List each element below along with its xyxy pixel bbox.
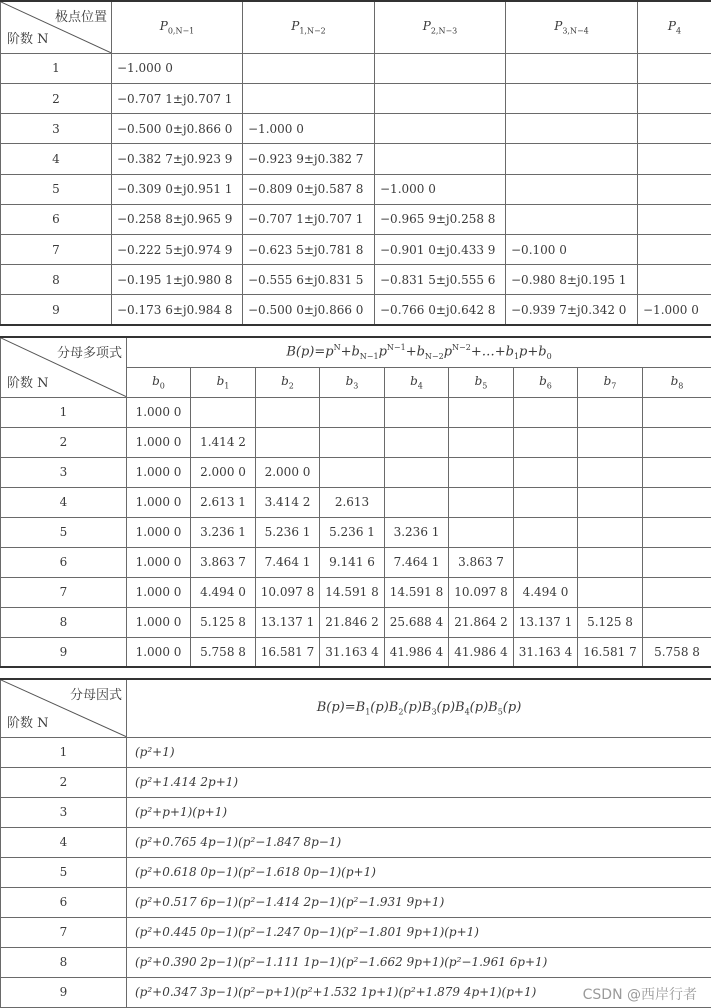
coefficient-header: $b_3$ (320, 367, 385, 397)
coefficient-header: $b_0$ (127, 367, 191, 397)
coefficient-cell: 10.097 8 (256, 577, 320, 607)
pole-cell (638, 204, 711, 234)
table1-corner-header (1, 1, 112, 53)
table-row (1, 397, 711, 427)
pole-cell: −0.923 9±j0.382 7 (243, 144, 375, 174)
coefficient-cell (449, 427, 514, 457)
table-row (1, 827, 711, 857)
coefficient-cell (449, 457, 514, 487)
table-row (1, 144, 711, 174)
coefficient-cell (320, 427, 385, 457)
coefficient-cell: 13.137 1 (256, 607, 320, 637)
table3-corner-top: 分母因式 (69, 688, 122, 703)
table-row (1, 547, 711, 577)
order-cell: 4 (1, 827, 127, 857)
pole-cell: −0.707 1±j0.707 1 (243, 204, 375, 234)
table1-header-p3: $P_{3,N-4}$ (506, 1, 638, 53)
coefficient-cell (449, 517, 514, 547)
order-cell: 4 (1, 144, 112, 174)
order-cell: 8 (1, 265, 112, 295)
table2-formula: $B(p)=p^N+b_{N-1}p^{N-1}+b_{N-2}p^{N-2}+\dots+b_1p+b_0$ (127, 337, 711, 367)
coefficient-cell (514, 517, 578, 547)
coefficient-cell (643, 427, 711, 457)
coefficient-cell: 1.000 0 (127, 547, 191, 577)
pole-cell (506, 114, 638, 144)
order-cell: 3 (1, 114, 112, 144)
table-row (1, 947, 711, 977)
order-cell: 6 (1, 887, 127, 917)
coefficient-cell: 1.414 2 (191, 427, 256, 457)
pole-cell: −1.000 0 (638, 295, 711, 325)
table1-header-p4: $P_4$ (638, 1, 711, 53)
table-row (1, 577, 711, 607)
coefficient-cell (643, 517, 711, 547)
coefficient-cell (643, 397, 711, 427)
table-row (1, 84, 711, 114)
factor-expression-cell: (p²+0.445 0p−1)(p²−1.247 0p−1)(p²−1.801 9p+1)(p+1) (127, 917, 711, 947)
coefficient-cell: 2.000 0 (256, 457, 320, 487)
table-row (1, 737, 711, 767)
coefficient-header: $b_2$ (256, 367, 320, 397)
coefficient-cell (643, 547, 711, 577)
factor-expression-cell: (p²+1) (127, 737, 711, 767)
pole-cell: −1.000 0 (375, 174, 506, 204)
table-row (1, 857, 711, 887)
table2-corner-bottom: 阶数 N (7, 375, 49, 391)
coefficient-cell (385, 457, 449, 487)
order-cell: 2 (1, 427, 127, 457)
factor-expression-cell: (p²+0.517 6p−1)(p²−1.414 2p−1)(p²−1.931 9p+1) (127, 887, 711, 917)
order-cell: 8 (1, 607, 127, 637)
table-row (1, 265, 711, 295)
table-row (1, 607, 711, 637)
coefficient-cell: 1.000 0 (127, 487, 191, 517)
factor-expression-cell: (p²+1.414 2p+1) (127, 767, 711, 797)
coefficient-cell (256, 427, 320, 457)
coefficient-header: $b_7$ (578, 367, 643, 397)
coefficient-cell: 31.163 4 (320, 637, 385, 667)
pole-cell: −0.965 9±j0.258 8 (375, 204, 506, 234)
table-row (1, 487, 711, 517)
coefficient-cell: 14.591 8 (320, 577, 385, 607)
coefficient-cell: 5.236 1 (320, 517, 385, 547)
coefficient-cell (385, 397, 449, 427)
table1-header-p1: $P_{1,N-2}$ (243, 1, 375, 53)
pole-cell: −0.195 1±j0.980 8 (112, 265, 243, 295)
pole-cell: −1.000 0 (243, 114, 375, 144)
coefficient-cell (514, 547, 578, 577)
pole-cell: −0.100 0 (506, 234, 638, 264)
table-row (1, 295, 711, 325)
coefficient-cell: 7.464 1 (385, 547, 449, 577)
coefficient-cell: 5.125 8 (191, 607, 256, 637)
pole-cell: −0.258 8±j0.965 9 (112, 204, 243, 234)
coefficient-cell (643, 577, 711, 607)
coefficient-cell: 4.494 0 (191, 577, 256, 607)
pole-cell (243, 84, 375, 114)
order-cell: 2 (1, 84, 112, 114)
coefficient-cell (578, 427, 643, 457)
coefficient-cell: 5.236 1 (256, 517, 320, 547)
order-cell: 3 (1, 457, 127, 487)
factor-expression-cell: (p²+0.765 4p−1)(p²−1.847 8p−1) (127, 827, 711, 857)
order-cell: 2 (1, 767, 127, 797)
pole-cell (638, 114, 711, 144)
coefficient-cell: 41.986 4 (385, 637, 449, 667)
coefficient-cell: 3.863 7 (191, 547, 256, 577)
coefficient-cell (578, 517, 643, 547)
pole-cell: −0.382 7±j0.923 9 (112, 144, 243, 174)
order-cell: 6 (1, 547, 127, 577)
table3-corner-bottom: 阶数 N (7, 715, 49, 731)
order-cell: 7 (1, 577, 127, 607)
coefficient-cell (320, 457, 385, 487)
table-row (1, 204, 711, 234)
coefficient-cell (514, 457, 578, 487)
factor-expression-cell: (p²+p+1)(p+1) (127, 797, 711, 827)
table1-corner-bottom: 阶数 N (7, 31, 49, 47)
pole-cell (638, 84, 711, 114)
table1-corner-top: 极点位置 (54, 10, 107, 25)
table-row (1, 53, 711, 83)
coefficient-cell: 21.846 2 (320, 607, 385, 637)
coefficient-cell (191, 397, 256, 427)
pole-cell: −0.222 5±j0.974 9 (112, 234, 243, 264)
coefficient-header: $b_5$ (449, 367, 514, 397)
pole-cell: −0.901 0±j0.433 9 (375, 234, 506, 264)
coefficient-cell: 10.097 8 (449, 577, 514, 607)
table-row (1, 517, 711, 547)
coefficient-cell: 2.613 (320, 487, 385, 517)
coefficient-cell (449, 397, 514, 427)
coefficient-cell: 1.000 0 (127, 577, 191, 607)
coefficient-cell: 5.125 8 (578, 607, 643, 637)
order-cell: 9 (1, 295, 112, 325)
factor-expression-cell: (p²+0.618 0p−1)(p²−1.618 0p−1)(p+1) (127, 857, 711, 887)
pole-cell (375, 84, 506, 114)
coefficient-cell: 5.758 8 (643, 637, 711, 667)
pole-cell (638, 174, 711, 204)
order-cell: 1 (1, 397, 127, 427)
pole-cell: −0.623 5±j0.781 8 (243, 234, 375, 264)
factor-expression-cell: (p²+0.390 2p−1)(p²−1.111 1p−1)(p²−1.662 9p+1)(p²−1.961 6p+1) (127, 947, 711, 977)
coefficient-cell: 3.236 1 (191, 517, 256, 547)
coefficient-cell: 1.000 0 (127, 427, 191, 457)
pole-cell (506, 204, 638, 234)
coefficient-cell: 5.758 8 (191, 637, 256, 667)
coefficient-cell: 41.986 4 (449, 637, 514, 667)
pole-cell (638, 265, 711, 295)
pole-cell (506, 144, 638, 174)
pole-cell: −0.766 0±j0.642 8 (375, 295, 506, 325)
coefficient-cell: 21.864 2 (449, 607, 514, 637)
watermark: CSDN @西岸行者 (582, 987, 697, 1003)
order-cell: 5 (1, 174, 112, 204)
coefficient-cell: 3.863 7 (449, 547, 514, 577)
order-cell: 8 (1, 947, 127, 977)
pole-cell: −0.707 1±j0.707 1 (112, 84, 243, 114)
coefficient-cell: 2.000 0 (191, 457, 256, 487)
coefficient-header: $b_4$ (385, 367, 449, 397)
pole-cell (638, 53, 711, 83)
coefficient-cell: 7.464 1 (256, 547, 320, 577)
factor-expression-cell: (p²+0.347 3p−1)(p²−p+1)(p²+1.532 1p+1)(p²+1.879 4p+1)(p+1) (127, 977, 711, 1007)
table1-header-p0: $P_{0,N-1}$ (112, 1, 243, 53)
order-cell: 4 (1, 487, 127, 517)
pole-cell: −0.939 7±j0.342 0 (506, 295, 638, 325)
coefficient-cell (578, 547, 643, 577)
coefficient-cell: 1.000 0 (127, 637, 191, 667)
pole-cell (506, 53, 638, 83)
coefficient-header: $b_1$ (191, 367, 256, 397)
pole-cell (243, 53, 375, 83)
coefficient-cell (256, 397, 320, 427)
table-row (1, 457, 711, 487)
coefficient-cell (578, 457, 643, 487)
pole-cell: −0.809 0±j0.587 8 (243, 174, 375, 204)
order-cell: 1 (1, 53, 112, 83)
pole-cell (506, 174, 638, 204)
pole-cell (638, 234, 711, 264)
table2-corner-header (1, 337, 127, 397)
order-cell: 5 (1, 517, 127, 547)
coefficient-cell (385, 487, 449, 517)
coefficient-cell (643, 607, 711, 637)
order-cell: 7 (1, 917, 127, 947)
coefficient-cell (578, 397, 643, 427)
coefficient-cell: 16.581 7 (578, 637, 643, 667)
table-row (1, 917, 711, 947)
table3-formula: $B(p)=B_1(p)B_2(p)B_3(p)B_4(p)B_5(p)$ (127, 679, 711, 737)
coefficient-cell (320, 397, 385, 427)
order-cell: 9 (1, 977, 127, 1007)
pole-cell: −0.555 6±j0.831 5 (243, 265, 375, 295)
coefficient-cell: 1.000 0 (127, 397, 191, 427)
pole-cell: −0.980 8±j0.195 1 (506, 265, 638, 295)
table1-header-p2: $P_{2,N-3}$ (375, 1, 506, 53)
table3-corner-header (1, 679, 127, 737)
coefficient-cell: 4.494 0 (514, 577, 578, 607)
coefficient-cell: 13.137 1 (514, 607, 578, 637)
table-row (1, 637, 711, 667)
coefficient-cell: 14.591 8 (385, 577, 449, 607)
coefficient-cell: 31.163 4 (514, 637, 578, 667)
coefficient-header: $b_8$ (643, 367, 711, 397)
coefficient-cell: 25.688 4 (385, 607, 449, 637)
pole-cell (506, 84, 638, 114)
order-cell: 1 (1, 737, 127, 767)
polynomial-coefficient-table (0, 336, 711, 668)
coefficient-cell: 3.236 1 (385, 517, 449, 547)
order-cell: 9 (1, 637, 127, 667)
table-row (1, 174, 711, 204)
coefficient-cell (514, 487, 578, 517)
coefficient-cell (514, 397, 578, 427)
pole-cell (375, 144, 506, 174)
coefficient-cell (643, 457, 711, 487)
order-cell: 6 (1, 204, 112, 234)
pole-cell: −1.000 0 (112, 53, 243, 83)
pole-cell: −0.831 5±j0.555 6 (375, 265, 506, 295)
pole-position-table (0, 0, 711, 326)
coefficient-cell: 2.613 1 (191, 487, 256, 517)
pole-cell (638, 144, 711, 174)
pole-cell: −0.173 6±j0.984 8 (112, 295, 243, 325)
table-row (1, 234, 711, 264)
coefficient-cell: 1.000 0 (127, 457, 191, 487)
table-row (1, 797, 711, 827)
table-row (1, 427, 711, 457)
coefficient-cell: 16.581 7 (256, 637, 320, 667)
pole-cell (375, 53, 506, 83)
table2-corner-top: 分母多项式 (56, 346, 122, 361)
coefficient-cell: 1.000 0 (127, 607, 191, 637)
pole-cell: −0.500 0±j0.866 0 (243, 295, 375, 325)
table-row (1, 887, 711, 917)
polynomial-factor-table (0, 678, 711, 1008)
coefficient-cell (449, 487, 514, 517)
table-row (1, 114, 711, 144)
table-row (1, 767, 711, 797)
coefficient-cell (643, 487, 711, 517)
coefficient-cell: 3.414 2 (256, 487, 320, 517)
order-cell: 5 (1, 857, 127, 887)
coefficient-header: $b_6$ (514, 367, 578, 397)
pole-cell (375, 114, 506, 144)
coefficient-cell (578, 487, 643, 517)
pole-cell: −0.309 0±j0.951 1 (112, 174, 243, 204)
order-cell: 7 (1, 234, 112, 264)
order-cell: 3 (1, 797, 127, 827)
coefficient-cell (385, 427, 449, 457)
coefficient-cell (514, 427, 578, 457)
coefficient-cell: 1.000 0 (127, 517, 191, 547)
coefficient-cell: 9.141 6 (320, 547, 385, 577)
pole-cell: −0.500 0±j0.866 0 (112, 114, 243, 144)
coefficient-cell (578, 577, 643, 607)
